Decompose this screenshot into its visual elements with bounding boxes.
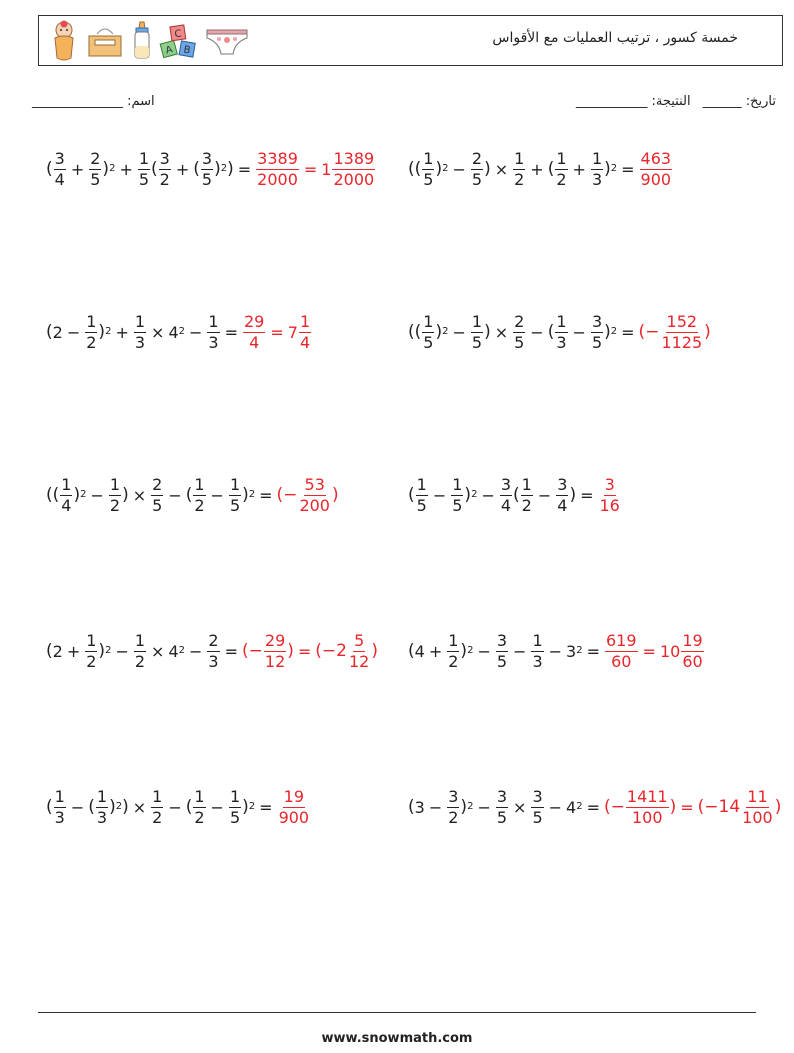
result-field: النتيجة: ___________	[575, 94, 691, 109]
problem-7: ( 2 + $\frac{1}{2}$ ) 2 − $\frac{1}{2}$ × 4 2 − $\frac{2}{3}$ = (− $\frac{29}{12}$ ) = (−2 $\frac{5}{12}$ )	[46, 630, 378, 671]
problem-9: ( $\frac{1}{3}$ − ( $\frac{1}{3}$ ) 2 ) × $\frac{1}{2}$ − ( $\frac{1}{2}$ − $\frac{1}{5}$ ) 2 = $\frac{19}{900}$	[46, 786, 310, 827]
name-field: اسم: ______________	[32, 94, 155, 109]
problem-1: ( $\frac{3}{4}$ + $\frac{2}{5}$ ) 2 + $\frac{1}{5}$ ( $\frac{3}{2}$ + ( $\frac{3}{5}$ ) 2 ) = $\frac{3389}{2000}$ = 1 $\frac{1389}{2000}$	[46, 148, 375, 189]
date-result-row	[576, 94, 776, 109]
problem-6: ( $\frac{1}{5}$ − $\frac{1}{5}$ ) 2 − $\frac{3}{4}$ ( $\frac{1}{2}$ − $\frac{3}{4}$ ) = $\frac{3}{16}$	[408, 474, 620, 515]
footer-divider	[38, 1012, 756, 1013]
footer-url[interactable]: www.snowmath.com	[321, 1031, 473, 1046]
problem-3: ( 2 − $\frac{1}{2}$ ) 2 + $\frac{1}{3}$ × 4 2 − $\frac{1}{3}$ = $\frac{29}{4}$ = 7 $\frac{1}{4}$	[46, 311, 311, 352]
problem-5: (( $\frac{1}{4}$ ) 2 − $\frac{1}{2}$ ) × $\frac{2}{5}$ − ( $\frac{1}{2}$ − $\frac{1}{5}$ ) 2 = (− $\frac{53}{200}$ )	[46, 474, 339, 515]
date-field: تاريخ: ______	[702, 94, 776, 109]
diaper-icon	[205, 20, 249, 62]
problem-2: (( $\frac{1}{5}$ ) 2 − $\frac{2}{5}$ ) × $\frac{1}{2}$ + ( $\frac{1}{2}$ + $\frac{1}{3}$ ) 2 = $\frac{463}{900}$	[408, 148, 672, 189]
baby-icon	[49, 20, 79, 62]
baby-bottle-icon	[131, 20, 153, 62]
svg-text:C: C	[173, 28, 183, 41]
header-box	[38, 15, 783, 66]
abc-blocks-icon	[159, 20, 199, 62]
header-icons	[49, 20, 249, 62]
page-title: خمسة كسور ، ترتيب العمليات مع الأقواس	[492, 30, 738, 46]
tissue-box-icon	[85, 20, 125, 62]
problem-10: ( 3 − $\frac{3}{2}$ ) 2 − $\frac{3}{5}$ × $\frac{3}{5}$ − 4 2 = (− $\frac{1411}{100}$ ) = (−14 $\frac{11}{100}$ )	[408, 786, 782, 827]
svg-text:B: B	[182, 44, 192, 57]
problem-4: (( $\frac{1}{5}$ ) 2 − $\frac{1}{5}$ ) × $\frac{2}{5}$ − ( $\frac{1}{3}$ − $\frac{3}{5}$ ) 2 = (− $\frac{152}{1125}$ )	[408, 311, 711, 352]
svg-text:A: A	[164, 44, 174, 57]
problem-8: ( 4 + $\frac{1}{2}$ ) 2 − $\frac{3}{5}$ − $\frac{1}{3}$ − 3 2 = $\frac{619}{60}$ = 10 $\frac{19}{60}$	[408, 630, 703, 671]
